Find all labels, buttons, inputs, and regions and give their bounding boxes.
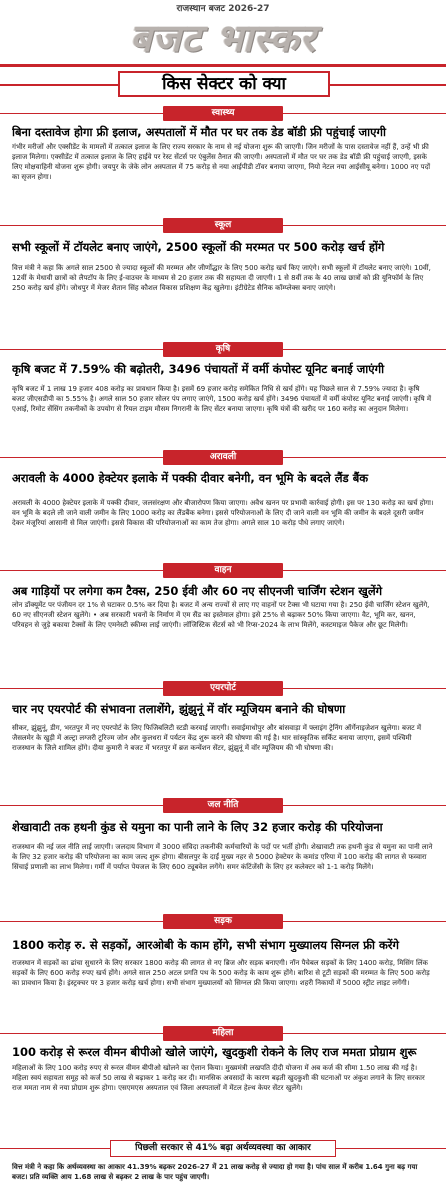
section-body: सीकर, झुंझुनूं, डीग, भरतपुर में नए एयरपोर्ट के लिए फिजिबलिटी स्टडी करवाई जाएगी। सवाईमाधोपुर और बांसवाड़ा में फ्लाइंग ट्रेनिंग ऑर्गेनाइजेशन खुलेगा। बजट में जैसलमेर के खुड़ी में अल्ट्रा लग्जरी टूरिज्म जोन और कुलधरा में पर्यटन केंद्र शुरू करने की घोषणा की गई है। थार सांस्कृतिक सर्किट बनाया जाएगा, इसमें पश्चिमी राजस्थान के जिले शामिल होंगे। दीया कुमारी ने बजट में भरतपुर में ब्रज कन्वेंशन सेंटर, झुंझुनूं में वॉर म्यूजियम की भी घोषणा की। xyxy=(12,724,422,752)
section-headline: बिना दस्तावेज होगा फ्री इलाज, अस्पतालों में मौत पर घर तक डेड बॉडी फ्री पहुंचाई जाएगी xyxy=(12,125,386,139)
title-right-rule xyxy=(330,84,446,86)
section-label: एयरपोर्ट xyxy=(163,681,283,696)
section-health xyxy=(0,106,446,224)
section-headline: अब गाड़ियों पर लगेगा कम टैक्स, 250 ईवी और 60 नए सीएनजी चार्जिंग स्टेशन खुलेंगे xyxy=(12,584,383,598)
section-label: स्कूल xyxy=(163,218,283,233)
section-women xyxy=(0,1026,446,1138)
masthead-brand: बजट भास्कर xyxy=(129,16,317,60)
section-road xyxy=(0,914,446,1024)
section-airport xyxy=(0,681,446,801)
section-headline: चार नए एयरपोर्ट की संभावना तलाशेंगे, झुंझुनूं में वॉर म्यूजियम बनाने की घोषणा xyxy=(12,702,346,716)
section-headline: 1800 करोड़ रु. से सड़कों, आरओबी के काम होंगे, सभी संभाग मुख्यालय सिग्नल फ्री करेंगे xyxy=(12,938,399,952)
footer-body: वित्त मंत्री ने कहा कि अर्थव्यवस्था का आकार 41.39% बढ़कर 2026-27 में 21 लाख करोड़ से ज्यादा हो गया है। पांच साल में करीब 1.64 गुना बढ़ गया बजट। प्रति व्यक्ति आय 1.68 लाख से बढ़कर 2 लाख के पार पहुंच जाएगी। xyxy=(12,1163,418,1181)
section-label: कृषि xyxy=(163,342,283,357)
section-headline: कृषि बजट में 7.59% की बढ़ोतरी, 3496 पंचायतों में वर्मी कंपोस्ट यूनिट बनाई जाएंगी xyxy=(12,362,385,376)
section-vehicle xyxy=(0,563,446,685)
masthead-kicker: राजस्थान बजट 2026-27 xyxy=(176,4,270,14)
section-label: अरावली xyxy=(163,450,283,465)
section-body: अरावली के 4000 हेक्टेयर इलाके में पक्की दीवार, जलसंरक्षण और बीजारोपण किया जाएगा। अवैध खनन पर प्रभावी कार्रवाई होगी। इस पर 130 करोड़ का खर्च होगा। वन भूमि के बदले ली जाने वाली जमीन के लिए 1000 करोड़ का लैंडबैंक बनेगा। इससे परियोजनाओं के लिए दी जाने वाली वन भूमि की जमीन के बदले दूसरी जमीन देकर मंजूरियां आसानी से मिल जाएंगी। इससे विकास की परियोजनाओं का काम तेज होगा। अगले साल 10 करोड़ पौधे लगाए जाएंगे। xyxy=(12,499,434,527)
section-body: कृषि बजट में 1 लाख 19 हजार 408 करोड़ का प्रावधान किया है। इसमें 69 हजार करोड़ समेकित निधि से खर्च होंगे। यह पिछले साल से 7.59% ज्यादा है। कृषि बजट जीएसडीपी का 5.55% है। अगले साल 50 हजार सोलर पंप लगाए जाएंगे, 1500 करोड़ खर्च होंगे। 3496 पंचायतों में वर्मी कंपोस्ट यूनिट बनाई जाएंगी। कृषि में एआई, रिमोट सेंसिंग तकनीकों के उपयोग से रियल टाइम मौसम निगरानी के लिए सेंटर बनाया जाएगा। कृषि यंत्रों की खरीद पर 160 करोड़ का अनुदान मिलेगा। xyxy=(12,385,432,413)
section-headline: सभी स्कूलों में टॉयलेट बनाए जाएंगे, 2500 स्कूलों की मरम्मत पर 500 करोड़ खर्च होंगे xyxy=(12,240,385,254)
section-body: गंभीर मरीजों और एक्सीडेंट के मामलों में तत्काल इलाज के लिए राज्य सरकार के नाम से नई योजना शुरू की जाएगी। जिन मरीजों के पास दस्तावेज नहीं हैं, उन्हें भी फ्री इलाज मिलेगा। एक्सीडेंट में तत्काल इलाज के लिए हाईवे पर रेस्ट सेंटर्स पर एंबुलेंस तैनात की जाएगी। अस्पतालों में मौत पर घर तक डेड बॉडी फ्री पहुंचाई जाएगी, इसके लिए मोक्षवाहिनी योजना शुरू होगी। जयपुर के जेके लोन अस्पताल में 75 करोड़ से नया आईपीडी टॉवर बनाया जाएगा, नियो नेटल नया आईसीयू बनेगा। 1000 नए पदों का सृजन होगा। xyxy=(12,143,431,181)
section-headline: शेखावाटी तक हथनी कुंड से यमुना का पानी लाने के लिए 32 हजार करोड़ की परियोजना xyxy=(12,820,383,834)
section-water-policy xyxy=(0,798,446,918)
section-body: लोन डॉक्यूमेंट पर पंजीयन दर 1% से घटाकर 0.5% कर दिया है। बजट में अन्य राज्यों से लाए गए वाहनों पर टैक्स भी घटाया गया है। 250 ईवी चार्जिंग स्टेशन खुलेंगे, 60 नए सीएनजी स्टेशन खुलेंगे। • अब सरकारी भवनों के निर्माण में एम सैंड का इस्तेमाल होगा। इसे 25% से बढ़ाकर 50% किया जाएगा। वैट, भूमि कर, खनन, परिवहन से जुड़े बकाया टैक्सों के लिए एमनेस्टी स्कीम्स लाई जाएंगी। लॉजिस्टिक सेंटर्स को भी रिप्स-2024 के लाभ मिलेंगे, कस्टमाइज पैकेज और छूट मिलेगी। xyxy=(12,601,430,629)
section-body: राजस्थान में सड़कों का ढांचा सुधारने के लिए सरकार 1800 करोड़ की लागत से नए ब्रिज और सड़क बनाएगी। नॉन पैचेबल सड़कों के लिए 1400 करोड़, मिसिंग लिंक सड़कों के लिए 600 करोड़ रुपए खर्च होंगे। अगले साल 250 अटल प्रगति पथ के 500 करोड़ के काम शुरू होंगे। बारिश से टूटी सड़कों की मरम्मत के लिए 500 करोड़ का प्रावधान किया है। इंस्ट्रक्चर पर 3 हजार करोड़ खर्च होगा। सभी संभाग मुख्यालयों को सिग्नल फ्री किया जाएगा। शहरी निकायों में 5000 स्ट्रीट लाइट लगेंगी। xyxy=(12,959,430,987)
section-label: स्वास्थ्य xyxy=(163,106,283,121)
section-body: राजस्थान की नई जल नीति लाई जाएगी। जलदाय विभाग में 3000 संविदा तकनीकी कर्मचारियों के पदों पर भर्ती होगी। शेखावाटी तक हथनी कुंड से यमुना का पानी लाने के लिए 32 हजार करोड़ की परियोजना का काम जल्द शुरू होगा। बीसलपुर के दाईं मुख्य नहर से 5000 हेक्टेयर के कमांड एरिया में 100 करोड़ की लागत से फव्वारा सिंचाई प्रणाली का लाभ मिलेगा। गर्मी में पर्याप्त पेयजल के लिए 600 ट्यूबवेल लगेंगे। समर कंटिंजेंसी के लिए हर कलेक्टर को 1-1 करोड़ मिलेंगे। xyxy=(12,843,433,871)
section-body: वित्त मंत्री ने कहा कि अगले साल 2500 से ज्यादा स्कूलों की मरम्मत और जीर्णोद्धार के लिए 500 करोड़ खर्च किए जाएंगे। सभी स्कूलों में टॉयलेट बनाए जाएंगे। 10वीं, 12वीं के मेधावी छात्रों को लैपटॉप के लिए ई-वाउचर के माध्यम से 20 हजार तक की सहायता दी जाएगी। 1 से 8वीं तक के 40 लाख छात्रों को फ्री यूनिफॉर्म के लिए 250 करोड़ खर्च होंगे। जोधपुर में मेजर शैतान सिंह कौशल विकास प्रशिक्षण केंद्र खुलेगा। इंटीग्रेटेड सैनिक कॉम्प्लेक्स बनाए जाएंगे। xyxy=(12,264,431,292)
title-top-rule xyxy=(0,64,446,67)
section-label: वाहन xyxy=(163,563,283,578)
section-aravali xyxy=(0,450,446,568)
section-label: सड़क xyxy=(163,914,283,929)
section-agriculture xyxy=(0,342,446,450)
section-label: जल नीति xyxy=(163,798,283,813)
footer-box-title: पिछली सरकार से 41% बढ़ा अर्थव्यवस्था का आकार xyxy=(110,1140,336,1157)
page-title-bar xyxy=(0,62,446,102)
masthead xyxy=(0,0,446,62)
page-title: किस सेक्टर को क्या xyxy=(118,71,330,97)
section-headline: अरावली के 4000 हेक्टेयर इलाके में पक्की दीवार बनेगी, वन भूमि के बदले लैंड बैंक xyxy=(12,471,369,485)
section-label: महिला xyxy=(163,1026,283,1041)
section-body: महिलाओं के लिए 100 करोड़ रुपए से रूरल वीमन बीपीओ खोलने का ऐलान किया। मुख्यमंत्री लखपति दीदी योजना में अब कर्ज की सीमा 1.50 लाख की गई है। महिला स्वयं सहायता समूह को कर्ज 50 लाख से बढ़ाकर 1 करोड़ कर दी। मानसिक अवसादों के कारण बढ़ती खुदकुशी की घटनाओं पर अंकुश लगाने के लिए सरकार राज ममता नाम से नया प्रोग्राम शुरू होगा। एसएमएस अस्पताल एवं जिला अस्पतालों में मेंटल हेल्थ केयर सेंटर खुलेंगे। xyxy=(12,1064,425,1092)
section-school xyxy=(0,218,446,338)
section-headline: 100 करोड़ से रूरल वीमन बीपीओ खोले जाएंगे, खुदकुशी रोकने के लिए राज ममता प्रोग्राम शुरू xyxy=(12,1045,417,1059)
title-left-rule xyxy=(0,84,118,86)
